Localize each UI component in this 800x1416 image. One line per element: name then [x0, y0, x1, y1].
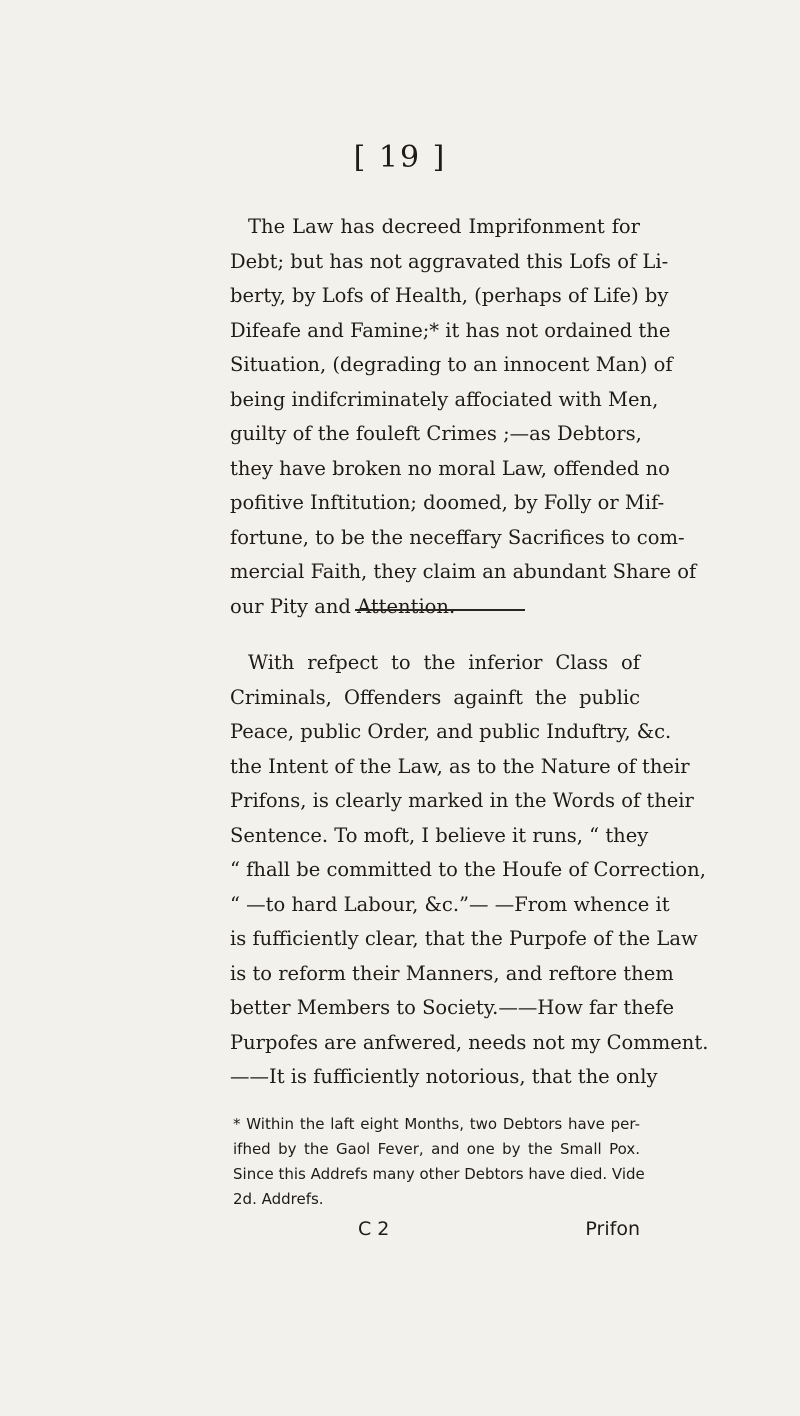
text-line: being indifcriminately affociated with Men, [230, 387, 659, 411]
paragraph-debtors [230, 210, 697, 624]
text-line: Situation, (degrading to an innocent Man) of [230, 353, 673, 376]
text-line: they have broken no moral Law, offended no [230, 456, 670, 480]
text-line: is to reform their Manners, and reftore them [230, 961, 674, 985]
text-line: With refpect to the inferior Class of [248, 651, 640, 674]
text-line: Prifons, is clearly marked in the Words of their [230, 789, 694, 812]
text-line: berty, by Lofs of Health, (perhaps of Life) by [230, 284, 669, 307]
text-line: “ fhall be committed to the Houfe of Correction, [230, 858, 706, 881]
footnote-line: Since this Addrefs many other Debtors have died. Vide [233, 1165, 645, 1183]
footnote [233, 1112, 645, 1212]
footnote-line: ifhed by the Gaol Fever, and one by the Small Pox. [233, 1140, 640, 1158]
text-line: guilty of the fouleft Crimes ;—as Debtors, [230, 422, 642, 445]
text-line: Sentence. To moft, I believe it runs, “ they [230, 823, 649, 847]
text-line: pofitive Inftitution; doomed, by Folly or Mif- [230, 491, 665, 514]
text-line: Debt; but has not aggravated this Lofs of Li- [230, 249, 669, 273]
text-line: fortune, to be the neceffary Sacrifices to com- [230, 525, 685, 549]
section-divider [355, 609, 525, 611]
signature-mark: C 2 [358, 1218, 390, 1240]
text-line: Difeafe and Famine;* it has not ordained the [230, 318, 671, 342]
text-line: better Members to Society.——How far thefe [230, 996, 675, 1019]
text-line: is fufficiently clear, that the Purpofe of the Law [230, 927, 698, 950]
text-line: our Pity and Attention. [230, 594, 456, 618]
text-line: The Law has decreed Imprifonment for [248, 215, 640, 238]
text-line: ——It is fufficiently notorious, that the only [230, 1065, 658, 1088]
text-line: the Intent of the Law, as to the Nature of their [230, 754, 690, 778]
text-line: Purpofes are anfwered, needs not my Comment. [230, 1030, 709, 1054]
text-line: Criminals, Offenders againft the public [230, 685, 640, 709]
text-line: Peace, public Order, and public Induftry, &c. [230, 720, 672, 743]
text-line: mercial Faith, they claim an abundant Share of [230, 560, 697, 583]
paragraph-criminals [230, 646, 709, 1095]
text-line: “ —to hard Labour, &c.”— —From whence it [230, 892, 670, 916]
page-number: [ 19 ] [353, 140, 447, 175]
footnote-line: * Within the laft eight Months, two Debtors have per- [233, 1115, 640, 1133]
footnote-line: 2d. Addrefs. [233, 1190, 324, 1208]
catchword: Prifon [585, 1218, 640, 1240]
